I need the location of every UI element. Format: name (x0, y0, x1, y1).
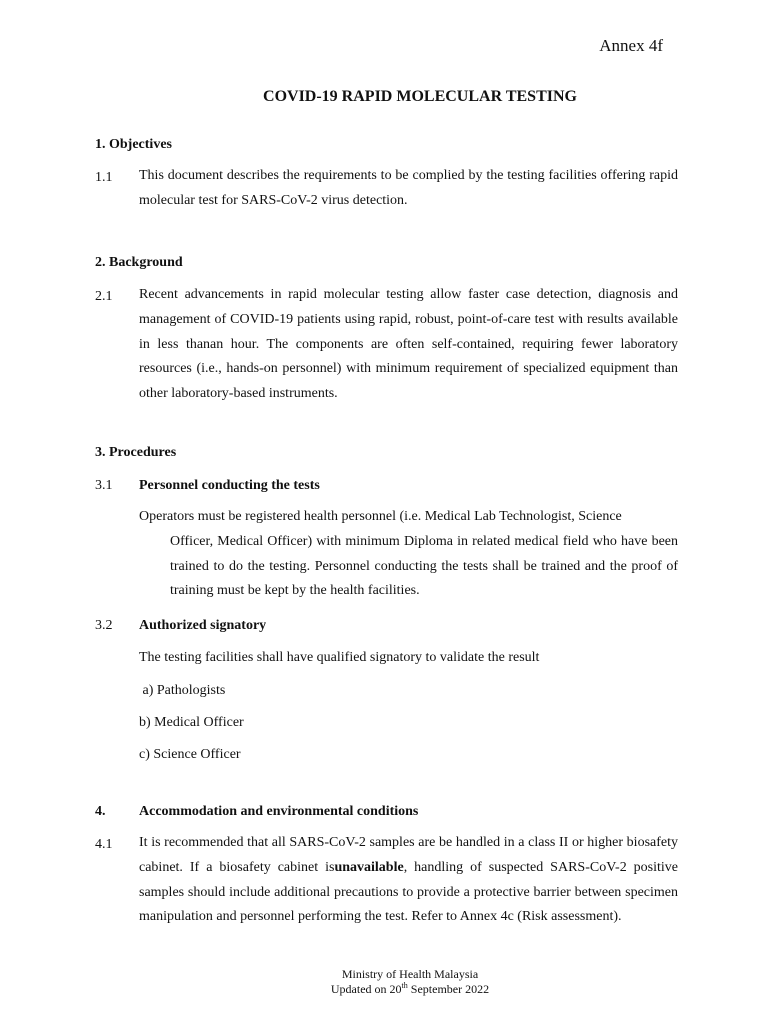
signatory-intro: The testing facilities shall have qualified signatory to validate the result (139, 650, 540, 665)
list-item: b) Medical Officer (139, 715, 244, 730)
annex-label: Annex 4f (599, 36, 663, 55)
section-heading-procedures: 3. Procedures (95, 445, 177, 460)
emphasis-unavailable: unavailable (334, 859, 404, 875)
paragraph-text-part: , handling of suspected SARS-CoV-2 positive samples should include additional precautions to provide a protective barrier between specimen manipulation and personnel performing the test. Refer to Annex 4c (Risk assessment). (139, 859, 679, 925)
section-heading-background: 2. Background (95, 255, 183, 270)
footer-ordinal: th (401, 981, 408, 990)
footer-updated (0, 982, 770, 997)
paragraph-text-accommodation (139, 831, 678, 930)
section-heading-accommodation: Accommodation and environmental conditions (139, 804, 419, 819)
paragraph-text-personnel (139, 505, 678, 604)
paragraph-line: Operators must be registered health personnel (i.e. Medical Lab Technologist, Science (139, 509, 622, 524)
list-item: a) Pathologists (139, 683, 226, 698)
subsection-title-signatory: Authorized signatory (139, 618, 267, 633)
footer-updated-suffix: September 2022 (407, 982, 490, 996)
footer-updated-prefix: Updated on 20 (330, 982, 402, 996)
footer-ministry: Ministry of Health Malaysia (341, 967, 479, 981)
paragraph-number: 1.1 (95, 170, 113, 185)
paragraph-number: 4.1 (95, 837, 113, 852)
section-heading-objectives: 1. Objectives (95, 137, 172, 152)
paragraph-continuation: Officer, Medical Officer) with minimum Diploma in related medical field who have been trained to do the testing. Personnel conducting the tests shall be trained and the proof of training must be kept by the health facilities. (170, 533, 678, 599)
paragraph-number: 2.1 (95, 289, 113, 304)
paragraph-text: This document describes the requirements to be complied by the testing facilities offering rapid molecular test for SARS-CoV-2 virus detection. (139, 168, 678, 208)
subsection-title-personnel: Personnel conducting the tests (139, 478, 320, 493)
paragraph-text-part: It is recommended that all SARS-CoV-2 samples are be handled in a class II or higher biosafety cabinet. If a biosafety cabinet is (139, 835, 678, 875)
section-number: 4. (95, 804, 106, 819)
page-footer (0, 967, 770, 997)
document-title: COVID-19 RAPID MOLECULAR TESTING (263, 88, 577, 105)
list-item: c) Science Officer (139, 747, 241, 762)
paragraph-text: Recent advancements in rapid molecular testing allow faster case detection, diagnosis and management of COVID-19 patients using rapid, robust, point-of-care test with results available in less thanan hour. The components are often self-contained, requiring fewer laboratory resources (i.e., hands-on personnel) with minimum requirement of specialized equipment than other laboratory-based instruments. (139, 287, 678, 402)
paragraph-number: 3.2 (95, 618, 113, 633)
paragraph-number: 3.1 (95, 478, 113, 493)
